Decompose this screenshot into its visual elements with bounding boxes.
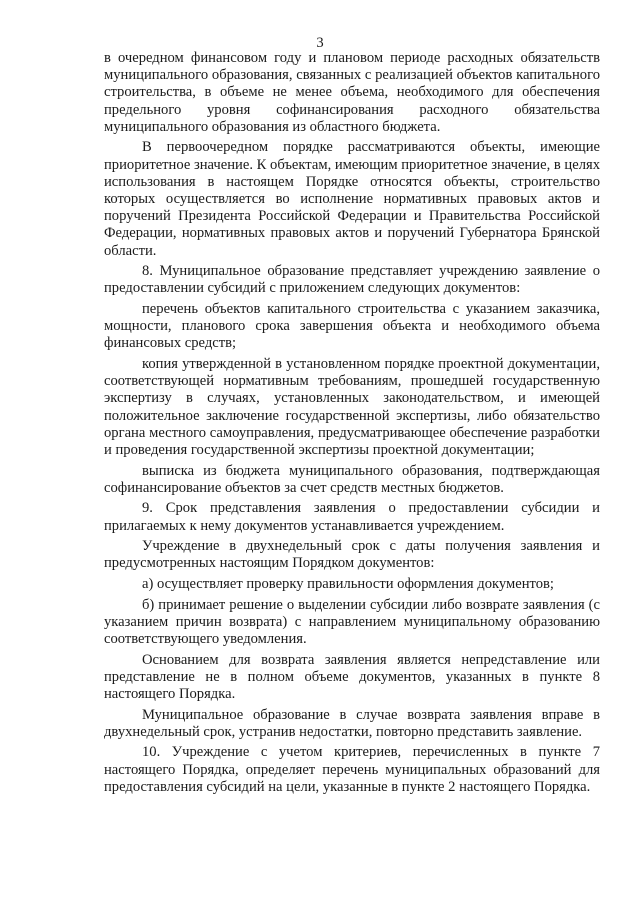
list-item-a: а) осуществляет проверку правильности оформления документов; (142, 576, 554, 593)
list-item-objects-list: перечень объектов капитального строительства с указанием заказчика, мощности, планового срока завершения объекта и необходимого объема финансовых средств; (104, 301, 600, 352)
list-item-project-documentation: копия утвержденной в установленном порядке проектной документации, соответствующей нормативным требованиям, прошедшей государственную экспертизу в случаях, установленных законодательством, и имеющей положительное заключение государственной экспертизы, либо обязательство органа местного самоуправления, предусматривающее обеспечение разработки и проведения государственной экспертизы проектной документации; (104, 356, 600, 459)
paragraph-item-8: 8. Муниципальное образование представляет учреждению заявление о предоставлении субсидий с приложением следующих документов: (104, 263, 600, 297)
page-number: 3 (316, 35, 324, 51)
paragraph-obligations-continuation: в очередном финансовом году и плановом периоде расходных обязательств муниципального образования, связанных с реализацией объектов капитального строительства, в объеме не менее объема, необходимого для обеспечения предельного уровня софинансирования расходного обязательства муниципального образования из областного бюджета. (104, 50, 600, 135)
paragraph-item-10: 10. Учреждение с учетом критериев, перечисленных в пункте 7 настоящего Порядка, определяет перечень муниципальных образований для предоставления субсидий на цели, указанные в пункте 2 настоящего Порядка. (104, 744, 600, 795)
document-body (104, 50, 600, 799)
paragraph-return-grounds: Основанием для возврата заявления является непредставление или представление не в полном объеме документов, указанных в пункте 8 настоящего Порядка. (104, 651, 600, 703)
paragraph-review-period: Учреждение в двухнедельный срок с даты получения заявления и предусмотренных настоящим Порядком документов: (104, 538, 600, 572)
paragraph-resubmission: Муниципальное образование в случае возврата заявления вправе в двухнедельный срок, устранив недостатки, повторно представить заявление. (104, 706, 600, 740)
list-item-budget-extract: выписка из бюджета муниципального образования, подтверждающая софинансирование объектов за счет средств местных бюджетов. (104, 462, 600, 496)
paragraph-priority-objects: В первоочередном порядке рассматриваются объекты, имеющие приоритетное значение. К объектам, имеющим приоритетное значение, в целях использования в настоящем Порядке относятся объекты, строительство которых осуществляется во исполнение нормативных правовых актов и поручений Президента Российской Федерации и Правительства Российской Федерации, нормативных правовых актов и поручений Губернатора Брянской области. (104, 139, 600, 259)
paragraph-item-9: 9. Срок представления заявления о предоставлении субсидии и прилагаемых к нему документов устанавливается учреждением. (104, 500, 600, 534)
list-item-b: б) принимает решение о выделении субсидии либо возврате заявления (с указанием причин возврата) с направлением муниципальному образованию соответствующего уведомления. (104, 596, 600, 648)
